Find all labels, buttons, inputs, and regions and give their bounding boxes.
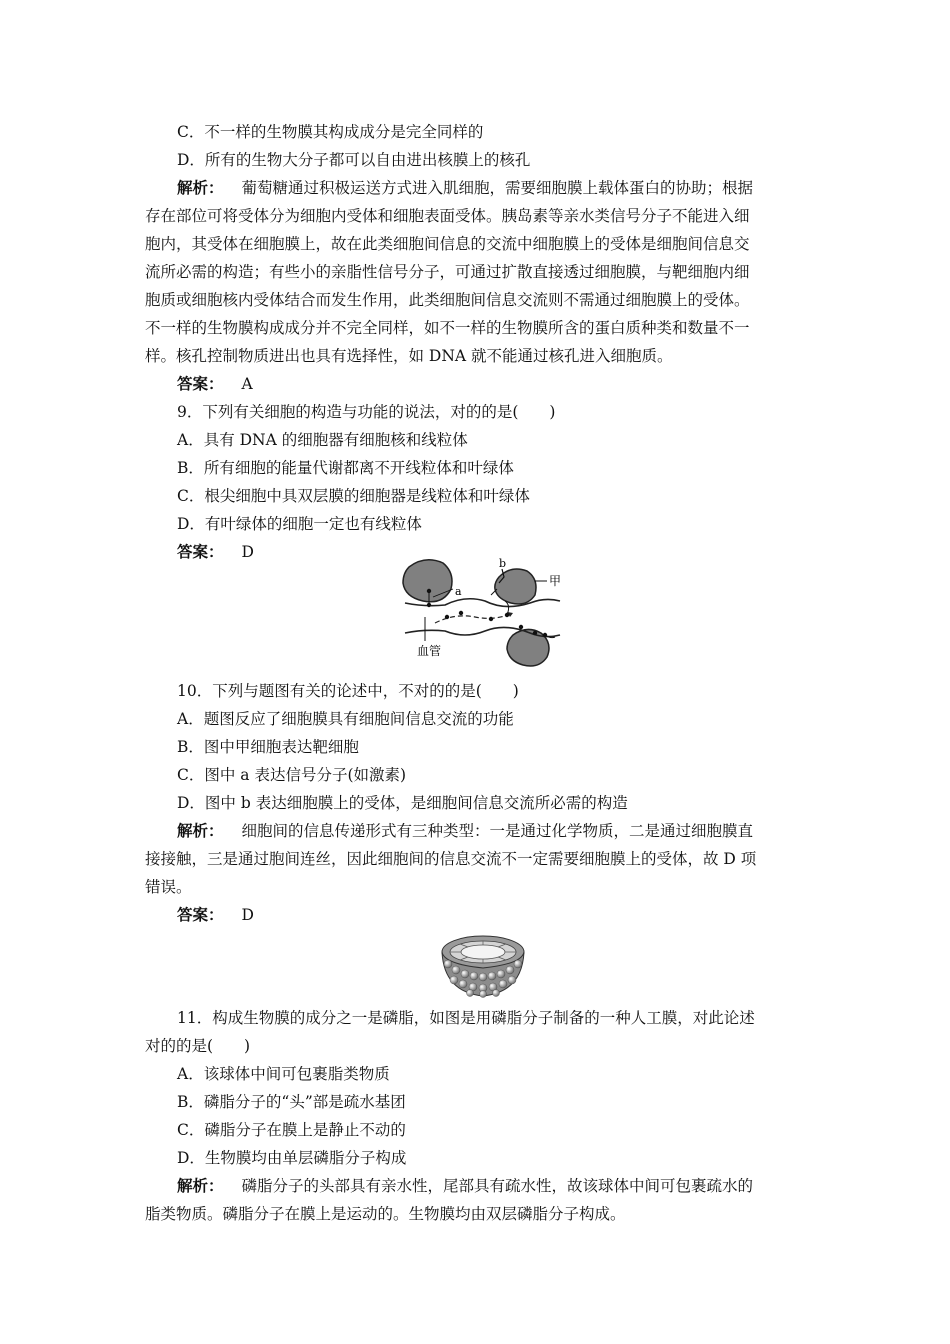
- analysis-label: 解析：: [177, 821, 224, 840]
- q9-option-a: A．具有 DNA 的细胞器有细胞核和线粒体: [177, 431, 468, 449]
- q8-analysis-line: 不一样的生物膜构成成分并不完全同样，如不一样的生物膜所含的蛋白质种类和数量不一: [145, 319, 750, 337]
- q10-option-a: A．题图反应了细胞膜具有细胞间信息交流的功能: [177, 710, 514, 728]
- q9-option-b: B．所有细胞的能量代谢都离不开线粒体和叶绿体: [177, 459, 514, 477]
- analysis-label: 解析：: [177, 1176, 224, 1195]
- q8-analysis-line: 解析： 葡萄糖通过积极运送方式进入肌细胞，需要细胞膜上载体蛋白的协助；根据: [177, 178, 754, 197]
- q10-answer: [177, 904, 254, 926]
- q11-analysis-line: 解析： 磷脂分子的头部具有亲水性，尾部具有疏水性，故该球体中间可包裹疏水的: [177, 1176, 754, 1195]
- q9-option-c: C．根尖细胞中具双层膜的细胞器是线粒体和叶绿体: [177, 487, 530, 505]
- q11-option-b: B．磷脂分子的“头”部是疏水基团: [177, 1093, 406, 1111]
- q11-option-d: D．生物膜均由单层磷脂分子构成: [177, 1149, 407, 1167]
- q11-option-c: C．磷脂分子在膜上是静止不动的: [177, 1121, 406, 1139]
- answer-label: 答案：: [177, 374, 224, 393]
- q9-stem: 9．下列有关细胞的构造与功能的说法，对的的是( ): [177, 403, 556, 421]
- label-jia: 甲: [549, 574, 562, 588]
- q10-option-b: B．图中甲细胞表达靶细胞: [177, 738, 359, 756]
- q11-option-a: A．该球体中间可包裹脂类物质: [177, 1065, 390, 1083]
- q8-analysis-line: 胞质或细胞核内受体结合而发生作用，此类细胞间信息交流则不需通过细胞膜上的受体。: [145, 291, 750, 309]
- q8-analysis-line: 流所必需的构造；有些小的亲脂性信号分子，可通过扩散直接透过细胞膜，与靶细胞内细: [145, 263, 750, 281]
- q10-analysis-line: 错误。: [145, 878, 192, 896]
- target-cell-jia: [495, 569, 536, 604]
- analysis-label: 解析：: [177, 178, 224, 197]
- cell-signaling-figure: [395, 555, 595, 673]
- label-a: a: [455, 585, 462, 598]
- answer-value: D: [241, 543, 254, 561]
- q9-answer: [177, 541, 254, 563]
- label-b: b: [499, 557, 507, 570]
- lower-cell: [507, 629, 549, 666]
- q11-stem-line: 对的的是( ): [145, 1037, 251, 1055]
- q8-option-c: C．不一样的生物膜其构成成分是完全同样的: [177, 123, 484, 141]
- answer-label: 答案：: [177, 905, 224, 924]
- q10-stem: 10．下列与题图有关的论述中，不对的的是( ): [177, 682, 519, 700]
- q11-stem-line: 11．构成生物膜的成分之一是磷脂，如图是用磷脂分子制备的一种人工膜，对此论述: [177, 1009, 755, 1027]
- q8-option-d: D．所有的生物大分子都可以自由进出核膜上的核孔: [177, 151, 531, 169]
- q8-answer: [177, 373, 253, 395]
- q8-analysis-line: 存在部位可将受体分为细胞内受体和细胞表面受体。胰岛素等亲水类信号分子不能进入细: [145, 207, 750, 225]
- secreting-cell: [403, 560, 452, 602]
- answer-label: 答案：: [177, 542, 224, 561]
- q10-option-c: C．图中 a 表达信号分子(如激素): [177, 766, 407, 784]
- q11-analysis-line: 脂类物质。磷脂分子在膜上是运动的。生物膜均由双层磷脂分子构成。: [145, 1205, 626, 1223]
- answer-value: D: [241, 906, 254, 924]
- label-vessel: 血管: [417, 644, 442, 658]
- q10-option-d: D．图中 b 表达细胞膜上的受体，是细胞间信息交流所必需的构造: [177, 794, 628, 812]
- q8-analysis-line: 样。核孔控制物质进出也具有选择性，如 DNA 就不能通过核孔进入细胞质。: [145, 347, 673, 365]
- q10-analysis-line: 解析： 细胞间的信息传递形式有三种类型：一是通过化学物质，二是通过细胞膜直: [177, 821, 754, 840]
- answer-value: A: [241, 375, 253, 393]
- q8-analysis-line: 胞内，其受体在细胞膜上，故在此类细胞间信息的交流中细胞膜上的受体是细胞间信息交: [145, 235, 750, 253]
- q9-option-d: D．有叶绿体的细胞一定也有线粒体: [177, 515, 422, 533]
- q10-analysis-line: 接接触，三是通过胞间连丝，因此细胞间的信息交流不一定需要细胞膜上的受体，故 D 项: [145, 850, 757, 868]
- liposome-figure: [438, 930, 528, 1000]
